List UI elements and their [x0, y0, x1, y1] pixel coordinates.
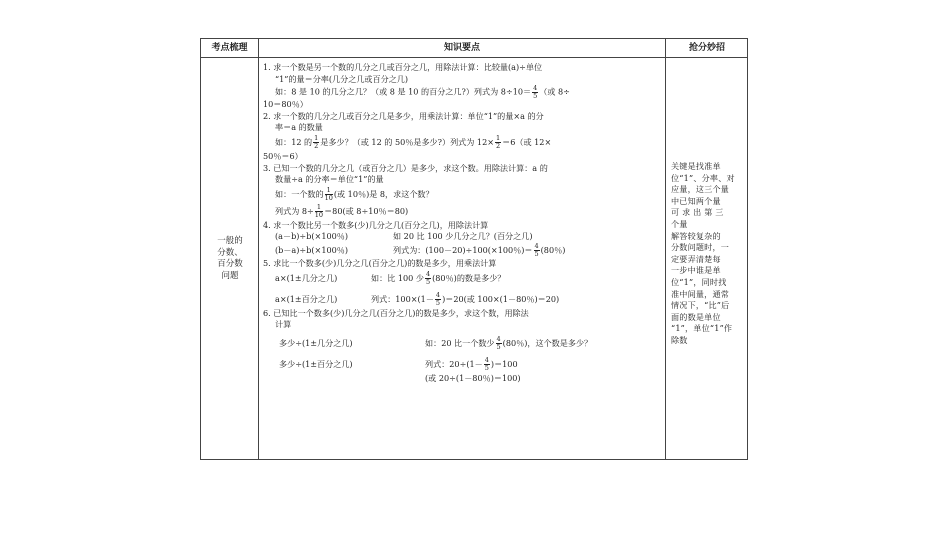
item-3-example: 如：一个数的 $\frac{1}{10}$ (或 10％)是 8，求这个数？	[275, 186, 434, 203]
item-5-rule: 5. 求比一个数多(少)几分之几(百分之几)的数是多少，用乘法计算	[263, 257, 497, 268]
fraction: $\frac{1}{2}$	[496, 134, 501, 151]
tip-line: 除数	[671, 334, 688, 345]
category-line: 问题	[221, 270, 239, 281]
header-knowledge: 知识要点	[443, 43, 480, 53]
tips-cell	[671, 161, 743, 347]
fraction: $\frac{4}{5}$	[534, 242, 539, 259]
tip-line: 应量，这三个量	[671, 184, 730, 195]
tip-line: “1”，单位“1”作	[671, 323, 733, 334]
knowledge-table	[200, 38, 748, 460]
item-1-rule: 1. 求一个数是另一个数的几分之几或百分之几，用除法计算：比较量(a)÷单位	[263, 62, 543, 72]
fraction: $\frac{4}{5}$	[496, 335, 501, 352]
item-3-rule: 3. 已知一个数的几分之几（或百分之几）是多少，求这个数。用除法计算：a 的	[263, 162, 548, 173]
category-line: 一般的	[217, 236, 243, 246]
tip-line: 中已知两个量	[671, 195, 721, 206]
item-4-formula-row: (b－a)÷b(×100％) 列式为：(100－20)÷100(×100％)＝ $\frac{4}{5}$ (80％)	[275, 242, 566, 259]
item-6-rule-cont: 计算	[275, 319, 292, 330]
item-4-rule: 4. 求一个数比另一个数多(少)几分之几(百分之几)，用除法计算	[263, 219, 489, 230]
item-6-rule: 6. 已知比一个数多(少)几分之几(百分之几)的数是多少，求这个数，用除法	[263, 307, 529, 318]
item-2-example-cont: 50％＝6）	[263, 150, 303, 161]
item-1-example-cont: 10＝80％）	[263, 99, 308, 110]
fraction: $\frac{4}{5}$	[533, 84, 538, 101]
tip-line: 位“1”，同时找	[671, 276, 727, 287]
item-6-formula-row: 多少÷(1±百分之几) 列式：20÷(1－ $\frac{4}{5}$ )＝100	[279, 356, 518, 373]
category-line: 分数、	[217, 247, 243, 258]
knowledge-cell	[263, 62, 665, 384]
fraction: $\frac{4}{5}$	[425, 270, 431, 287]
item-4-formula-row: (a－b)÷b(×100％) 如 20 比 100 少几分之几？(百分之几)	[275, 231, 533, 242]
item-5-formula-row: a×(1±百分之几) 列式：100×(1－ $\frac{4}{5}$ )＝20(或 100×(1－80％)＝20)	[275, 291, 560, 308]
tip-line: 分数问题时，一	[671, 242, 730, 253]
tip-line: 个量	[671, 218, 688, 229]
column-divider	[258, 39, 259, 459]
category-cell	[205, 236, 255, 282]
header-category: 考点梳理	[211, 43, 248, 53]
item-2-example: 如：12 的 $\frac{1}{2}$ 是多少？（或 12 的 50％是多少?）列式为 12× $\frac{1}{2}$ ＝6（或 12×	[275, 134, 552, 151]
tip-line: 准中间量，通常	[671, 288, 730, 299]
tip-line: 解答较复杂的	[671, 230, 721, 241]
item-2-rule-cont: 率＝a 的数量	[275, 122, 323, 133]
item-1-rule-cont: “1”的量＝分率(几分之几或百分之几)	[275, 73, 409, 84]
fraction: $\frac{4}{5}$	[484, 356, 489, 373]
fraction: $\frac{1}{10}$	[314, 203, 324, 220]
tip-line: 可 求 出 第 三	[671, 207, 724, 218]
item-3-solution: 列式为 8÷ $\frac{1}{10}$ ＝80(或 8÷10％＝80)	[275, 203, 409, 220]
header-divider	[201, 57, 747, 58]
column-divider	[665, 39, 666, 459]
tip-line: 定要弄清楚每	[671, 253, 721, 264]
tip-line: 关键是找准单	[671, 161, 721, 171]
tip-line: 面的数是单位	[671, 311, 721, 322]
header-tips: 抢分妙招	[688, 43, 725, 53]
item-5-formula-row: a×(1±几分之几) 如：比 100 少 $\frac{4}{5}$ (80％)的数是多少？	[275, 270, 506, 287]
fraction: $\frac{4}{5}$	[435, 291, 441, 308]
tip-line: 一步中谁是单	[671, 265, 721, 276]
fraction: $\frac{1}{10}$	[324, 186, 333, 203]
category-line: 百分数	[217, 259, 243, 269]
tip-line: 位“1”、分率、对	[671, 172, 735, 183]
tip-line: 情况下，“比”后	[671, 300, 730, 311]
item-3-rule-cont: 数量÷a 的分率＝单位“1”的量	[275, 174, 384, 185]
fraction: $\frac{1}{2}$	[314, 134, 319, 151]
item-6-formula-row: 多少÷(1±几分之几) 如：20 比一个数少 $\frac{4}{5}$ (80％)，这个数是多少？	[279, 335, 593, 352]
item-1-example: 如：8 是 10 的几分之几？（或 8 是 10 的百分之几?）列式为 8÷10＝ $\frac{4}{5}$ （或 8÷	[275, 84, 570, 101]
item-2-rule: 2. 求一个数的几分之几或百分之几是多少，用乘法计算：单位“1”的量×a 的分	[263, 110, 544, 121]
item-6-formula-row: (或 20÷(1－80％)＝100)	[425, 372, 521, 383]
